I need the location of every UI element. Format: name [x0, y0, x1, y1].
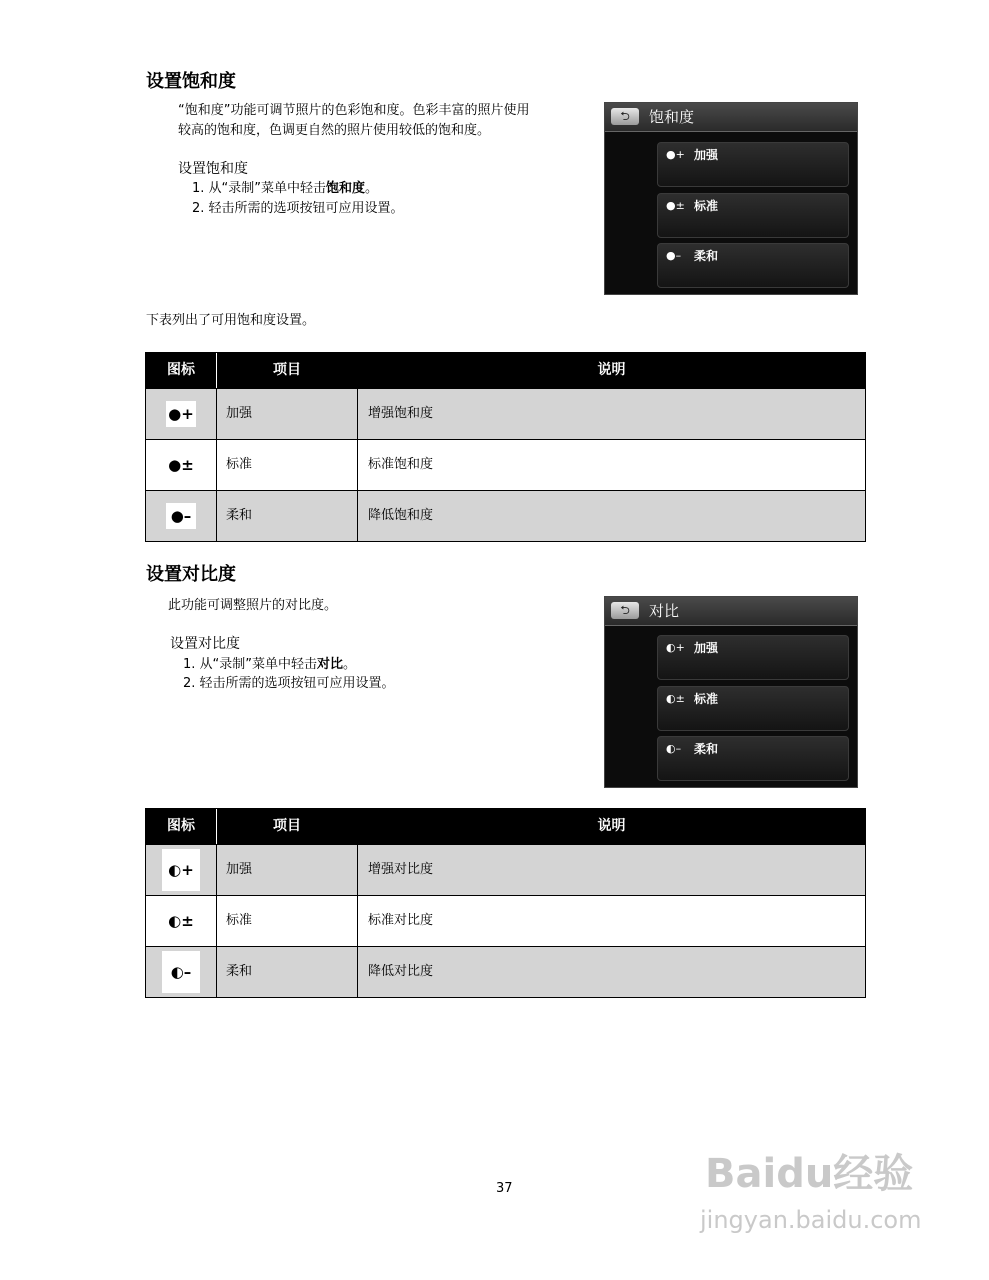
contrast-plusminus-icon: ◐± [666, 692, 685, 705]
saturation-camera-screen [604, 102, 858, 295]
col-divider [216, 845, 217, 895]
camera-option-label: 标准 [694, 692, 719, 706]
camera-header [605, 103, 857, 132]
saturation-step-2: 2. 轻击所需的选项按钮可应用设置。 [192, 201, 404, 216]
step-text: 1. 从“录制”菜单中轻击 [192, 181, 327, 196]
col-divider [357, 389, 358, 439]
baidu-watermark-url: jingyan.baidu.com [700, 1206, 922, 1234]
contrast-howto-title: 设置对比度 [170, 636, 240, 652]
col-divider [216, 947, 217, 997]
header-desc: 说明 [597, 818, 626, 834]
col-divider [216, 389, 217, 439]
table-row [146, 895, 865, 946]
contrast-minus-icon: ◐– [162, 951, 200, 993]
row-desc: 标准对比度 [368, 913, 434, 928]
col-divider [216, 440, 217, 490]
table-row [146, 439, 865, 490]
header-icon: 图标 [167, 362, 195, 378]
camera-option-label: 柔和 [694, 249, 719, 263]
row-desc: 降低对比度 [368, 964, 434, 979]
col-divider [357, 440, 358, 490]
saturation-plus-icon: ●+ [166, 401, 196, 427]
row-desc: 增强对比度 [368, 862, 434, 877]
saturation-plusminus-icon: ●± [166, 452, 196, 478]
saturation-howto-title: 设置饱和度 [178, 161, 248, 177]
saturation-intro-line1: “饱和度”功能可调节照片的色彩饱和度。色彩丰富的照片使用 [178, 103, 530, 118]
header-item: 项目 [273, 362, 301, 378]
camera-option-enhance[interactable] [657, 635, 849, 680]
step-text: 1. 从“录制”菜单中轻击 [183, 657, 318, 672]
table-row [146, 844, 865, 895]
row-item: 柔和 [226, 508, 253, 523]
row-item: 加强 [226, 862, 253, 877]
camera-screen-title: 对比 [649, 602, 680, 620]
row-desc: 增强饱和度 [368, 406, 434, 421]
header-divider [216, 809, 217, 844]
contrast-camera-screen [604, 596, 858, 788]
col-divider [357, 947, 358, 997]
camera-screen-title: 饱和度 [649, 108, 695, 126]
row-item: 标准 [226, 457, 253, 472]
baidu-watermark-logo: Baidu经验 [705, 1151, 914, 1197]
col-divider [357, 491, 358, 541]
header-divider [216, 353, 217, 388]
table-row [146, 388, 865, 439]
header-item: 项目 [273, 818, 301, 834]
contrast-title: 设置对比度 [146, 564, 236, 585]
col-divider [216, 491, 217, 541]
page-number: 37 [496, 1181, 513, 1196]
camera-option-label: 柔和 [694, 742, 719, 756]
contrast-minus-icon: ◐– [666, 742, 682, 755]
camera-option-soft[interactable] [657, 736, 849, 781]
saturation-table-intro: 下表列出了可用饱和度设置。 [146, 313, 316, 328]
col-divider [357, 845, 358, 895]
table-row [146, 946, 865, 997]
saturation-plus-icon: ●+ [666, 148, 685, 161]
camera-option-enhance[interactable] [657, 142, 849, 187]
camera-option-soft[interactable] [657, 243, 849, 288]
camera-option-label: 加强 [694, 641, 719, 655]
col-divider [357, 896, 358, 946]
camera-header [605, 597, 857, 626]
contrast-plus-icon: ◐+ [666, 641, 685, 654]
saturation-plusminus-icon: ●± [666, 199, 685, 212]
step-keyword: 饱和度 [326, 181, 366, 196]
contrast-plus-icon: ◐+ [162, 849, 200, 891]
col-divider [216, 896, 217, 946]
saturation-table [145, 352, 866, 542]
contrast-step-2: 2. 轻击所需的选项按钮可应用设置。 [183, 676, 395, 691]
step-keyword: 对比 [317, 657, 344, 672]
saturation-minus-icon: ●– [166, 503, 196, 529]
step-text: 。 [365, 181, 379, 196]
camera-option-standard[interactable] [657, 193, 849, 238]
contrast-intro: 此功能可调整照片的对比度。 [168, 598, 338, 613]
header-desc: 说明 [597, 362, 626, 378]
return-arrow-icon[interactable]: ⮌ [611, 108, 639, 125]
saturation-minus-icon: ●– [666, 249, 682, 262]
saturation-step-1 [192, 179, 378, 198]
row-item: 加强 [226, 406, 253, 421]
contrast-plusminus-icon: ◐± [166, 908, 196, 934]
header-icon: 图标 [167, 818, 195, 834]
contrast-step-1 [183, 655, 356, 674]
contrast-table [145, 808, 866, 998]
saturation-intro-line2: 较高的饱和度，色调更自然的照片使用较低的饱和度。 [178, 123, 491, 138]
saturation-title: 设置饱和度 [146, 71, 236, 92]
row-desc: 降低饱和度 [368, 508, 434, 523]
table-row [146, 490, 865, 541]
camera-option-label: 加强 [694, 148, 719, 162]
table-header [146, 809, 865, 844]
row-desc: 标准饱和度 [368, 457, 434, 472]
row-item: 标准 [226, 913, 253, 928]
camera-option-label: 标准 [694, 199, 719, 213]
step-text: 。 [343, 657, 357, 672]
return-arrow-icon[interactable]: ⮌ [611, 602, 639, 619]
camera-option-standard[interactable] [657, 686, 849, 731]
row-item: 柔和 [226, 964, 253, 979]
table-header [146, 353, 865, 388]
